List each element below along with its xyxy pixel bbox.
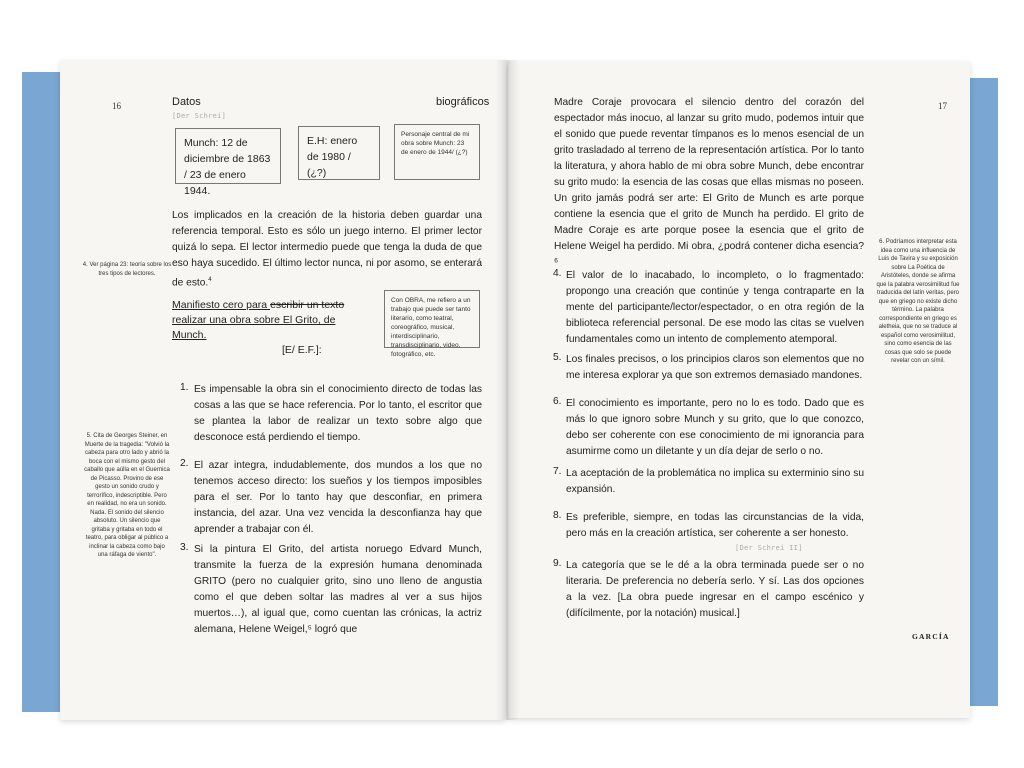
item-text-3: Si la pintura El Grito, del artista noruego Edvard Munch, transmite la fuerza de la expresión humana denominada GRITO (pero no cualquier grito, sino uno lleno de angustia como el que deben soltar las madres al ver a sus hijos muertos…), al igual que, como cuentan las crónicas, la actriz alemana, Helene Weigel,⁵ logró que bbox=[194, 544, 482, 635]
manifesto-part-a: Manifiesto cero para bbox=[172, 299, 271, 311]
book-gutter bbox=[496, 60, 520, 720]
item-number-1: 1. bbox=[180, 382, 189, 393]
item-text-6: El conocimiento es importante, pero no lo es todo. Dado que es más lo que ignoro sobre Munch y su grito, que lo que conozco, debo ser coherente con ese conocimiento de mi ignorancia para asumirme como un diletante y un día dejar de serlo o no. bbox=[566, 398, 864, 457]
manifesto-part-b: realizar una obra sobre El Grito, de Munch. bbox=[172, 314, 336, 341]
item-text-1: Es impensable la obra sin el conocimiento directo de todas las cosas a las que se hace referencia. Por lo tanto, el escritor que se plantea la labor de realizar un texto sobre algo que desconoce está perdiendo el tiempo. bbox=[194, 384, 482, 443]
intro-paragraph bbox=[172, 208, 482, 291]
item-text-2: El azar integra, indudablemente, dos mundos a los que no tenemos acceso directo: los sueños y los tiempos imposibles para el ser. Por lo tanto hay que desconfiar, en primera instancia, del azar. Una vez vencida la desconfianza hay que aprender a trabajar con él. bbox=[194, 460, 482, 535]
stamp-der-schrei: [Der Schrei] bbox=[172, 112, 227, 120]
box-eh-dates: E.H: enero de 1980 / (¿?) bbox=[298, 126, 380, 180]
book-cover-edge-left bbox=[22, 72, 62, 712]
author-signature: GARCÍA bbox=[912, 632, 950, 641]
manifesto-part-c: [E/ E.F.]: bbox=[282, 344, 322, 356]
sidenote-4: 4. Ver página 23: teoría sobre los tres tipos de lectores. bbox=[82, 262, 172, 277]
item-text-7: La aceptación de la problemática no implica su exterminio sino su expansión. bbox=[566, 468, 864, 495]
header-datos: Datos bbox=[172, 96, 201, 108]
box-munch-dates: Munch: 12 de diciembre de 1863 / 23 de enero 1944. bbox=[175, 128, 281, 184]
book-cover-edge-right bbox=[968, 78, 998, 706]
item-text-9: La categoría que se le dé a la obra terminada puede ser o no literaria. De preferencia no debería serlo. Y sí. Las dos opciones a la vez. [La obra puede ingresar en el campo escénico y (difícilmente, por la notación) musical.] bbox=[566, 560, 864, 619]
item-number-8: 8. bbox=[553, 510, 562, 521]
right-page-number: 17 bbox=[938, 101, 947, 111]
stamp-der-schrei-ii: [Der Schrei II] bbox=[735, 544, 803, 552]
item-number-6: 6. bbox=[553, 396, 562, 407]
sidenote-6: 6. Podríamos interpretar esta idea como una influencia de Luis de Tavira y su exposición sobre La Poética de Aristóteles, donde se afirma que la palabra verosimilitud fue traducida del latín veritas, pero que en griego no existe dicho término. La palabra correspondiente en griego es aletheia, que no se traduce al español como verosimilitud, sino como esencia de las cosas que solo se puede revelar con un símil. bbox=[876, 239, 960, 364]
sidenote-5: 5. Cita de Georges Steiner, en Muerte de la tragedia: "Volvió la cabeza para otro lado y abrió la boca con el mismo gesto del caballo que aúlla en el Guernica de Picasso. Provino de ese gesto un sonido crudo y terrorífico, indescriptible. Pero en realidad, no era un sonido. Nada. El sonido del silencio absoluto. Un silencio que gritaba y gritaba en todo el teatro, para obligar al público a inclinar la cabeza como bajo una ráfaga de viento". bbox=[84, 433, 170, 558]
item-number-5: 5. bbox=[553, 352, 562, 363]
footnote-ref-4: 4 bbox=[208, 277, 212, 283]
item-text-5: Los finales precisos, o los principios claros son elementos que no me interesa explorar ya que son extremos demasiado mandones. bbox=[566, 354, 864, 381]
item-number-2: 2. bbox=[180, 458, 189, 469]
item-text-4: El valor de lo inacabado, lo incompleto, o lo fragmentado: propongo una creación que continúe y tenga contraparte en la mente del participante/lector/espectador, o en otra región de la biblioteca referencial personal. De ese modo las citas se vuelven fundamentales como un intento de complemento atemporal. bbox=[566, 270, 864, 345]
item-number-3: 3. bbox=[180, 542, 189, 553]
item-number-4: 4. bbox=[553, 268, 562, 279]
left-page-number: 16 bbox=[112, 101, 121, 111]
intro-text: Los implicados en la creación de la historia deben guardar una referencia temporal. Esto es sólo un juego interno. El primer lector quizá lo sepa. El lector intermedio puede que tenga la duda de que eso haya sucedido. El último lector nunca, ni por asomo, se enterará de esto. bbox=[172, 210, 482, 289]
box-personaje-central: Personaje central de mi obra sobre Munch: 23 de enero de 1944/ (¿?) bbox=[394, 124, 480, 180]
header-biograficos: biográficos bbox=[436, 96, 490, 108]
manifesto-struck-text: escribir un texto bbox=[270, 299, 345, 311]
item-number-9: 9. bbox=[553, 558, 562, 569]
box-obra-definition: Con OBRA, me refiero a un trabajo que puede ser tanto literario, como teatral, coreográfico, musical, interdisciplinario, transdisciplinario, video, fotográfico, etc. bbox=[384, 290, 480, 348]
item-text-8: Es preferible, siempre, en todas las circunstancias de la vida, pero más en la creación artística, ser coherente a ser honesto. bbox=[566, 512, 864, 539]
manifesto-heading bbox=[172, 298, 372, 358]
continuation-paragraph: Madre Coraje provocara el silencio dentro del corazón del espectador más inocuo, al lanzar su grito mudo, podemos intuir que el sonido que puede reventar tímpanos es lo menos esencial de un grito trasladado al terreno de la representación artística. Por lo tanto la literatura, y ahora hablo de mi obra sobre Munch, debe encontrar su grito mudo: la esencia de las cosas que ellas mismas no poseen. Un grito jamás podrá ser arte: El Grito de Munch es arte porque contiene la esencia que el grito de Munch ha perdido. El grito de Madre Coraje es arte porque posee la esencia que el grito de Helene Weigel ha perdido. Mi obra, ¿podrá contener dicha esencia?⁶ bbox=[554, 97, 864, 268]
item-number-7: 7. bbox=[553, 466, 562, 477]
